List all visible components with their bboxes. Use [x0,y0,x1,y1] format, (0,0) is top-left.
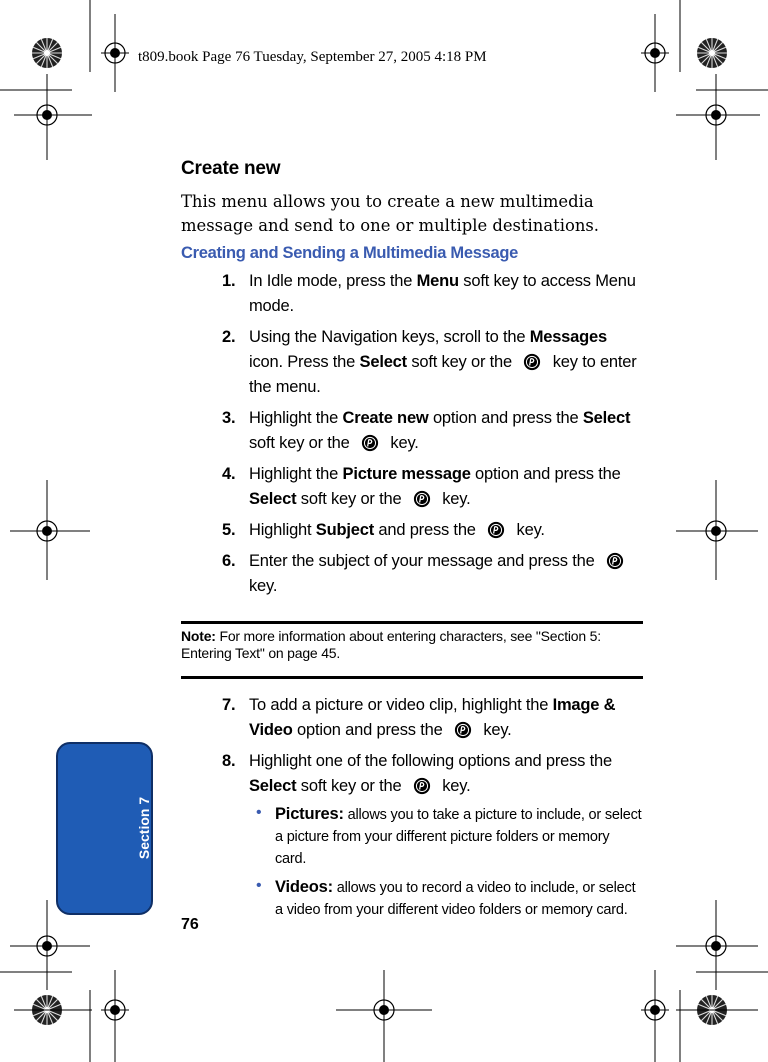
step-bold-term: Messages [529,328,607,346]
step-text: In Idle mode, press the [249,272,417,290]
step-bold-term: Picture message [342,465,471,483]
step-number: 1. [222,272,236,290]
ok-key-icon [413,777,431,795]
bullet-item [249,803,643,870]
step-number: 7. [222,696,236,714]
step-item [181,549,643,599]
step-text: soft key or the [249,434,355,452]
section-tab-label: Section 7 [136,796,152,860]
step-text: option and press the [470,465,621,483]
step-text: soft key or the [296,777,406,795]
step-text: key. [512,521,545,539]
step-text: key. [437,777,471,795]
step-item [181,462,643,512]
step-text: Highlight [249,521,316,539]
step-bold-term: Select [582,409,631,427]
step-text: Highlight the [249,465,343,483]
subheading: Creating and Sending a Multimedia Message [181,244,519,262]
ok-key-icon [454,721,472,739]
bullet-term: Videos: [275,878,333,896]
bullet-text: allows you to take a picture to include, or select a picture from your different picture folders or memory card. [275,807,642,867]
step-bold-term: Menu [416,272,459,290]
step-item [181,269,643,319]
steps-list [181,269,643,599]
step-text: key. [249,577,278,595]
step-item [181,325,643,400]
step-bold-term: Select [249,490,297,508]
step-number: 3. [222,409,236,427]
step-bold-term: Select [249,777,297,795]
step-text: Using the Navigation keys, scroll to the [249,328,530,346]
step-text: key. [437,490,471,508]
intro-paragraph: This menu allows you to create a new multimedia message and send to one or multiple destinations. [181,192,600,235]
step-bold-term: Image & Video [249,696,616,739]
ok-key-icon [413,490,431,508]
color-calibration-icon [32,38,62,68]
note-box [181,621,643,679]
step-text: To add a picture or video clip, highlight the [249,696,553,714]
section-heading: Create new [181,158,281,179]
color-calibration-icon [697,38,727,68]
step-text: Highlight the [249,409,343,427]
steps-list [181,693,643,921]
step-text: icon. Press the [249,353,360,371]
bullet-item [249,876,643,921]
step-item [181,406,643,456]
note-label: Note: [181,628,216,644]
note-text: For more information about entering characters, see "Section 5: Entering Text" on page 45. [181,628,601,661]
step-text: Enter the subject of your message and press the [249,552,599,570]
step-text: Highlight one of the following options and press the [249,752,612,770]
step-item [181,518,643,543]
step-text: and press the [374,521,481,539]
step-text: soft key or the [296,490,406,508]
page-number: 76 [181,916,199,933]
step-item [181,749,643,921]
ok-key-icon [606,552,624,570]
book-header-line: t809.book Page 76 Tuesday, September 27, 2005 4:18 PM [138,49,487,65]
step-number: 2. [222,328,236,346]
bullet-dot-icon: • [256,804,262,821]
step-text: soft key to access Menu mode. [249,272,636,315]
step-text: soft key or the [406,353,517,371]
step-number: 5. [222,521,236,539]
ok-key-icon [523,353,541,371]
ok-key-icon [487,521,505,539]
ok-key-icon [361,434,379,452]
step-bold-term: Create new [342,409,429,427]
step-text: key to enter the menu. [249,353,637,396]
step-item [181,693,643,743]
step-text: option and press the [428,409,583,427]
step-number: 4. [222,465,236,483]
bullet-term: Pictures: [275,805,344,823]
step-text: key. [478,721,512,739]
step-text: key. [386,434,419,452]
step-number: 8. [222,752,236,770]
step-text: option and press the [292,721,447,739]
option-bullets [249,803,643,921]
step-number: 6. [222,552,236,570]
bullet-text: allows you to record a video to include, or select a video from your different video folders or memory card. [275,880,636,918]
step-bold-term: Select [359,353,407,371]
bullet-dot-icon: • [256,877,262,894]
step-bold-term: Subject [315,521,374,539]
page-content [181,158,643,927]
